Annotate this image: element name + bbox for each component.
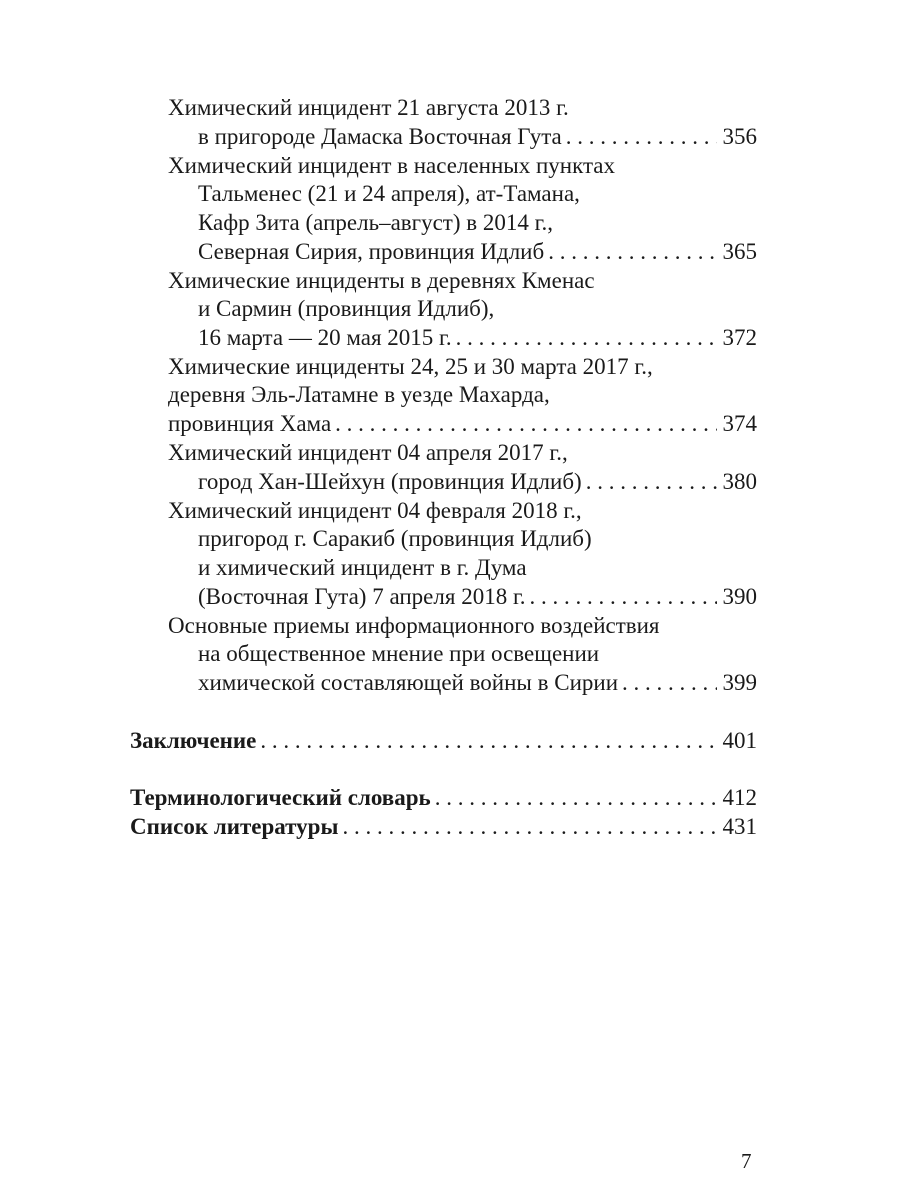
toc-entry-line — [168, 93, 569, 123]
toc-page-number: 374 — [722, 411, 757, 436]
toc-entry-text: и химический инцидент в г. Дума — [198, 555, 527, 580]
toc-entry-text: Северная Сирия, провинция Идлиб — [198, 239, 545, 264]
toc-entry-text: (Восточная Гута) 7 апреля 2018 г. — [198, 584, 526, 609]
toc-entry-line — [198, 323, 757, 353]
toc-entry-line — [168, 409, 757, 439]
toc-chapter-title: Список литературы — [130, 814, 339, 839]
toc-entry-line — [198, 208, 553, 238]
toc-page-number: 390 — [722, 584, 757, 609]
dot-leader — [435, 783, 717, 813]
toc-chapter-title: Заключение — [130, 728, 257, 753]
toc-page-number: 380 — [722, 469, 757, 494]
toc-chapter-bibliography — [130, 812, 757, 842]
toc-entry-text: Химический инцидент 04 апреля 2017 г., — [168, 440, 568, 465]
dot-leader — [548, 237, 716, 267]
toc-entry-text: Основные приемы информационного воздействия — [168, 613, 660, 638]
toc-entry-line — [198, 668, 757, 698]
toc-entry-line — [198, 179, 580, 209]
toc-entry-text: Химические инциденты 24, 25 и 30 марта 2017 г., — [168, 354, 653, 379]
dot-leader — [530, 582, 717, 612]
toc-entry-line — [198, 553, 527, 583]
toc-entry-text: Кафр Зита (апрель–август) в 2014 г., — [198, 210, 553, 235]
toc-entry-line — [168, 611, 660, 641]
toc-chapter-title: Терминологический словарь — [130, 785, 431, 810]
toc-entry-text: пригород г. Саракиб (провинция Идлиб) — [198, 526, 592, 551]
toc-page-number: 401 — [722, 728, 757, 753]
toc-chapter-glossary — [130, 783, 757, 813]
toc-entry-line — [168, 496, 582, 526]
toc-page-number: 372 — [722, 325, 757, 350]
toc-entry-line — [198, 122, 757, 152]
page-number-folio: 7 — [741, 1149, 752, 1173]
dot-leader — [342, 812, 716, 842]
toc-entry-text: и Сармин (провинция Идлиб), — [198, 296, 495, 321]
toc-page-number: 365 — [722, 239, 757, 264]
dot-leader — [260, 726, 716, 756]
toc-entry-line — [168, 352, 653, 382]
toc-page-number: 412 — [722, 785, 757, 810]
toc-entry-text: провинция Хама — [168, 411, 332, 436]
toc-page-number: 431 — [722, 814, 757, 839]
toc-entry-text: Химический инцидент 21 августа 2013 г. — [168, 95, 569, 120]
toc-entry-text: город Хан-Шейхун (провинция Идлиб) — [198, 469, 582, 494]
toc-page-number: 399 — [722, 670, 757, 695]
toc-entry-line — [198, 524, 592, 554]
dot-leader — [586, 467, 717, 497]
toc-entry-text: Тальменес (21 и 24 апреля), ат-Тамана, — [198, 181, 580, 206]
toc-entry-text: Химические инциденты в деревнях Кменас — [168, 268, 595, 293]
toc-entry-line — [168, 151, 615, 181]
toc-entry-text: в пригороде Дамаска Восточная Гута — [198, 124, 562, 149]
dot-leader — [566, 122, 717, 152]
toc-entry-line — [198, 237, 757, 267]
dot-leader — [335, 409, 716, 439]
toc-entry-text: 16 марта — 20 мая 2015 г. — [198, 325, 452, 350]
dot-leader — [622, 668, 717, 698]
toc-entry-line — [198, 467, 757, 497]
toc-entry-line — [168, 266, 595, 296]
toc-chapter-conclusion — [130, 726, 757, 756]
toc-entry-line — [168, 380, 550, 410]
toc-entry-line — [168, 438, 568, 468]
toc-entry-line — [198, 294, 494, 324]
toc-entry-line — [198, 582, 757, 612]
toc-entry-text: на общественное мнение при освещении — [198, 641, 600, 666]
toc-entry-text: Химический инцидент в населенных пунктах — [168, 153, 615, 178]
toc-entry-text: химической составляющей войны в Сирии — [198, 670, 618, 695]
toc-page-number: 356 — [722, 124, 757, 149]
toc-entry-text: деревня Эль-Латамне в уезде Махарда, — [168, 382, 550, 407]
toc-entry-text: Химический инцидент 04 февраля 2018 г., — [168, 498, 582, 523]
dot-leader — [456, 323, 717, 353]
toc-entry-line — [198, 639, 599, 669]
